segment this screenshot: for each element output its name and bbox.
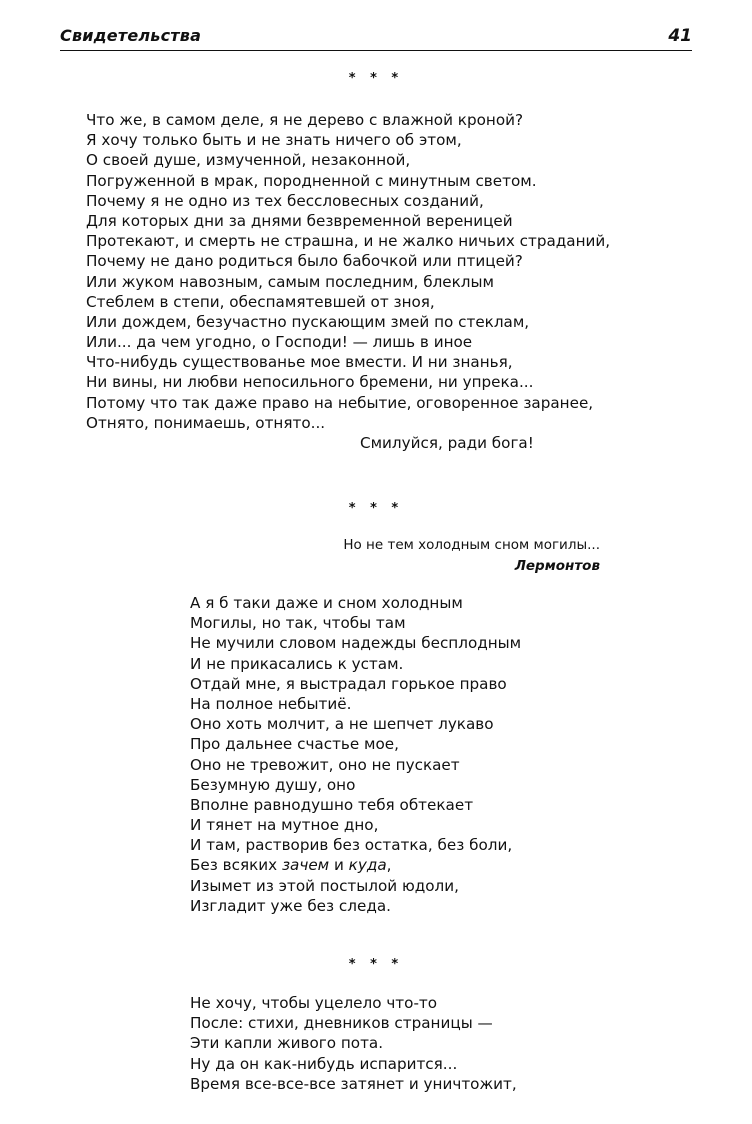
section-separator: * * * [348,501,404,516]
poem-line: Или... да чем угодно, о Господи! — лишь в иное [86,333,473,352]
poem-line: Ни вины, ни любви непосильного бремени, ни упрека... [86,373,534,392]
poem-line: О своей душе, измученной, незаконной, [86,151,411,170]
poem-line: Изгладит уже без следа. [190,896,391,915]
poem-line: Ну да он как-нибудь испарится... [190,1054,458,1073]
poem-line: Почему не дано родиться было бабочкой или птицей? [86,252,523,271]
poem-line: Не мучили словом надежды бесплодным [190,634,522,653]
poem-line: Потому что так даже право на небытие, оговоренное заранее, [86,393,594,412]
poem-line: Изымет из этой постылой юдоли, [190,876,459,895]
poem-line: Что же, в самом деле, я не дерево с влажной кроной? [86,111,524,129]
poem-line: Эти капли живого пота. [190,1034,384,1053]
epigraph-quote: Но не тем холодным сном могилы... [343,537,600,553]
poem-line: И не прикасались к устам. [190,654,404,673]
poem-line: Отдай мне, я выстрадал горькое право [190,674,507,693]
poem-closing-line: Смилуйся, ради бога! [360,434,534,452]
poem-2 [190,593,521,916]
poem-line: После: стихи, дневников страницы — [190,1014,493,1033]
poem-line: Про дальнее счастье мое, [190,735,399,754]
poem-3 [190,993,517,1094]
poem-line: Безумную душу, оно [190,775,356,794]
poem-line: Почему я не одно из тех бессловесных созданий, [86,191,484,210]
page-number: 41 [668,26,692,46]
poem-line: Не хочу, чтобы уцелело что-то [190,994,438,1012]
poem-line: Что-нибудь существованье мое вмести. И ни знанья, [86,353,513,372]
poem-1 [86,110,610,433]
running-title: Свидетельства [60,26,202,45]
section-separator: * * * [348,71,404,86]
poem-line: Оно не тревожит, оно не пускает [190,755,460,774]
poem-line: И там, растворив без остатка, без боли, [190,836,513,855]
poem-line: Протекают, и смерть не страшна, и не жалко ничьих страданий, [86,232,611,251]
line-text: Без всяких [190,856,282,875]
poem-line: А я б таки даже и сном холодным [190,594,463,612]
poem-line: Или жуком навозным, самым последним, блеклым [86,272,494,291]
epigraph [230,535,600,577]
poem-line: Оно хоть молчит, а не шепчет лукаво [190,715,494,734]
poem-line [190,855,521,875]
poem-line: Могилы, но так, чтобы там [190,614,406,633]
poem-line: Или дождем, безучастно пускающим змей по стеклам, [86,312,530,331]
running-header [60,26,692,51]
poem-line: Отнято, понимаешь, отнято... [86,413,326,432]
emphasized-word: куда [348,856,387,875]
poem-line: На полное небытиё. [190,694,352,713]
section-separator: * * * [348,957,404,972]
epigraph-author: Лермонтов [514,558,600,574]
poem-line: И тянет на мутное дно, [190,816,379,835]
emphasized-word: зачем [281,856,330,875]
line-text: , [386,856,392,875]
poem-line: Стеблем в степи, обеспамятевшей от зноя, [86,292,435,311]
line-text: и [329,856,349,875]
poem-line: Я хочу только быть и не знать ничего об этом, [86,131,462,150]
poem-line: Погруженной в мрак, породненной с минутным светом. [86,171,537,190]
poem-line: Для которых дни за днями безвременной вереницей [86,211,513,230]
poem-line: Время все-все-все затянет и уничтожит, [190,1074,517,1093]
poem-line: Вполне равнодушно тебя обтекает [190,795,474,814]
